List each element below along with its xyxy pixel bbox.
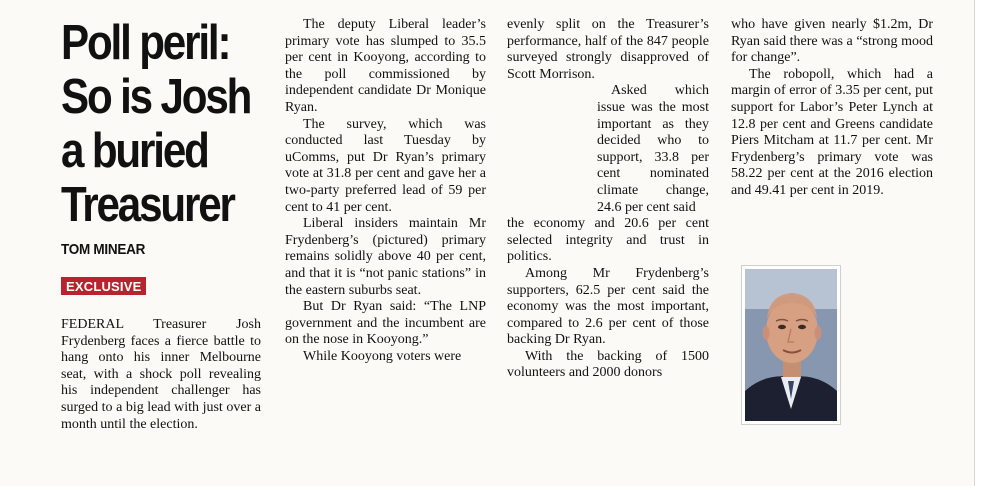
paragraph: the economy and 20.6 per cent selected integrity and trust in politics. <box>507 216 709 265</box>
paragraph: FEDERAL Treasurer Josh Frydenberg faces a fierce battle to hang onto his inner Melbourne seat, with a shock poll revealing his independent challenger has surged to a big lead with just over a month until the election. <box>61 317 261 432</box>
headline-line: Poll peril: <box>61 16 230 70</box>
paragraph: The deputy Liberal leader’s primary vote has slumped to 35.5 per cent in Kooyong, according to the poll commissioned by independent candidate Dr Monique Ryan. <box>285 17 486 115</box>
exclusive-badge: EXCLUSIVE <box>61 277 146 295</box>
headshot-photo <box>742 266 840 424</box>
headline-line: So is Josh <box>61 70 251 124</box>
page-margin <box>975 0 1004 486</box>
paragraph: With the backing of 1500 volunteers and 2000 donors <box>507 348 709 381</box>
headline-line: a buried <box>61 124 208 178</box>
paragraph: The survey, which was conducted last Tuesday by uComms, put Dr Ryan’s primary vote at 31.8 per cent and gave her a two-party preferred lead of 59 per cent to 41 per cent. <box>285 116 486 215</box>
paragraph: who have given nearly $1.2m, Dr Ryan said there was a “strong mood for change”. <box>731 17 933 66</box>
column-4 <box>731 17 933 200</box>
paragraph: evenly split on the Treasurer’s performance, half of the 847 people surveyed strongly disapproved of Scott Morrison. <box>507 17 709 82</box>
paragraph: Liberal insiders maintain Mr Frydenberg’s (pictured) primary remains solidly above 40 per cent, and that it is “not panic stations” in the eastern suburbs seat. <box>285 216 486 298</box>
paragraph: While Kooyong voters were <box>303 348 462 364</box>
paragraph: The robopoll, which had a margin of error of 3.35 per cent, put support for Labor’s Peter Lynch at 12.8 per cent and Greens candidate Piers Mitcham at 11.7 per cent. Mr Frydenberg’s primary vote was 58.22 per cent at the 2016 election and 49.41 per cent in 2019. <box>731 66 933 198</box>
paragraph: Asked which issue was the most important as they decided who to support, 33.8 per cent nominated climate change, 24.6 per cent said <box>597 83 709 215</box>
byline: TOM MINEAR <box>61 241 146 258</box>
column-2 <box>285 17 486 365</box>
paragraph: Among Mr Frydenberg’s supporters, 62.5 per cent said the economy was the most important, compared to 2.6 per cent of those backing Dr Ryan. <box>507 265 709 348</box>
column-1 <box>61 317 261 433</box>
paragraph: But Dr Ryan said: “The LNP government and the incumbent are on the nose in Kooyong.” <box>285 299 486 348</box>
portrait-illustration <box>745 269 837 421</box>
column-3 <box>507 17 709 382</box>
headline-line: Treasurer <box>61 178 234 232</box>
headline <box>61 16 251 232</box>
